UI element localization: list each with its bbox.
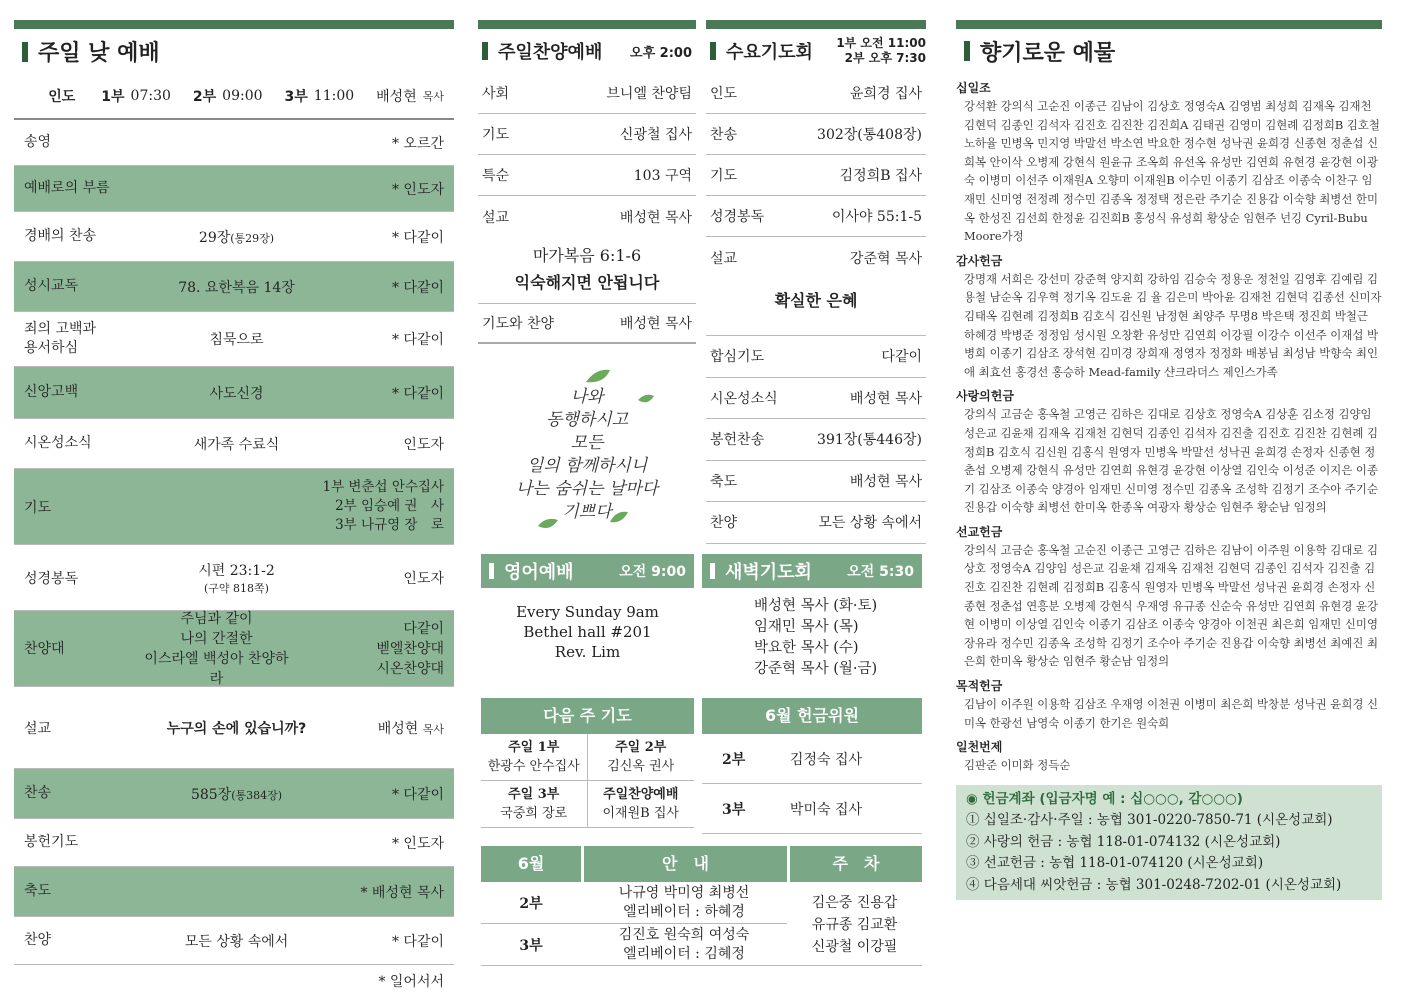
offering-names: 강명재 서희은 강선미 강준혁 양지희 강하임 김승숙 정용운 정천일 김영후 김예림 김용철 남순옥 김우혁 정기옥 김도윤 김 율 김은미 박아윤 김재천 김현덕 김종선 신미자 김태옥 김현례 김정희B 김호식 김신원 남정현 최양주 무명8 박은택 정진희 박철근 하혜경 박병준 정정임 성시원 오창환 유성만 김연희 이강필 이강수 이선주 이재섭 박병희 이종기 김삼조 장석현 김미경 장희재 정영자 정정화 배봉님 최성남 박향숙 최인애 최효선 홍경선 홍승하 Mead-family 샨크라더스 제인스가족	[964, 271, 1382, 379]
schedule-row: 찬양 모든 상황 속에서	[706, 502, 926, 544]
order-row: 예배로의 부름 * 인도자	[14, 166, 454, 212]
guide-table: 6월 안 내 주 차 2부 나규영 박미영 최병선 엘리베이터 : 하혜경 3부 김진호 원숙희 여성숙 엘리베이터 : 김혜정 김은중 진용갑 유규종 김교환 신광철 이강필	[481, 846, 922, 966]
offering-group-title: 일천번제	[956, 740, 1003, 755]
june-offering-committee: 6월 헌금위원 2부 김정숙 집사 3부 박미숙 집사	[702, 698, 922, 834]
praise-title: 주일찬양예배 오후 2:00	[478, 29, 696, 73]
schedule-row: 사회 브니엘 찬양팀	[478, 73, 696, 114]
offering-names: 김판준 이미화 정득순	[964, 758, 1071, 773]
order-row: 경배의 찬송 29장(통29장) * 다같이	[14, 212, 454, 262]
schedule-row: 설교 강준혁 목사	[710, 250, 922, 267]
schedule-row: 시온성소식 배성현 목사	[706, 378, 926, 420]
schedule-row: 기도 신광철 집사	[478, 114, 696, 155]
sermon-row: 설교 누구의 손에 있습니까? 배성현 목사	[14, 687, 454, 769]
reading-row: 성경봉독 시편 23:1-2 (구약 818쪽) 인도자	[14, 545, 454, 611]
title-marker-icon	[710, 42, 716, 60]
praise-worship-column: 주일찬양예배 오후 2:00 사회 브니엘 찬양팀 기도 신광철 집사 특순 103 구역 설교 배성현 목사 마가복음 6:1-6 익숙해지면 안됩니다 기도와 찬양 배성현 목사 나와 동행하시고 모든 일의 함께하시니 나는 숨쉬는 날마다 기쁘다	[478, 20, 696, 549]
offering-group-title: 목적헌금	[956, 679, 1003, 694]
offering-title: 향기로운 예물	[956, 29, 1382, 73]
order-row: 신앙고백 사도신경 * 다같이	[14, 367, 454, 419]
order-row: 시온성소식 새가족 수료식 인도자	[14, 419, 454, 469]
offering-names: 강석환 강의식 고순진 이종근 김남이 김상호 정영숙A 김영범 최성희 김재옥 김재천 김현덕 김종인 김석자 김진호 김진찬 김진희A 김태권 김영미 김현례 김정희B 김호철 노하율 민병옥 민지영 박말선 박소연 박요한 정수현 성낙권 윤희경 신종현 정춘섭 신희복 안이삭 오병제 강현식 원윤규 조옥희 유선옥 유성만 김연희 유현경 윤강현 이광숙 이병미 이선주 이재원A 오향미 이재원B 이수민 이종기 김삼조 이종숙 이찬구 임재민 신미영 전정례 정수민 김종옥 정정택 정은란 주기순 진용갑 이숙향 최병선 한미옥 한성진 김선희 한정윤 김진희B 홍성식 유성희 황상순 임현주 넌깅 Cyril-Bubu Moore가정	[964, 99, 1380, 244]
worship-order-list-2	[14, 769, 454, 965]
schedule-row: 찬송 302장(통408장)	[706, 114, 926, 155]
offering-names: 강의식 고금순 홍옥철 고순진 이종근 고영근 김하은 김남이 이주원 이용학 김대로 김상호 정영숙A 김양임 성은교 김윤채 김재옥 김재천 김현덕 김종인 김석자 김진출 김진호 김진찬 김현례 김정희B 김홍식 원영자 민병옥 박말선 성낙권 윤희경 손정자 신종현 정춘섭 연흥분 오병제 강현식 우재영 유규종 신순숙 유성만 김연희 유현경 윤강현 이병미 이상열 김인숙 이종기 김삼조 이종숙 양경아 이천권 최은희 임재민 신미영 장유라 정수민 김종옥 조성학 김정기 조수아 주기순 진용갑 이숙향 최병선 최예진 최은희 한미옥 황상순 임현주 황순남 임정의	[964, 542, 1378, 669]
offering-group-title: 감사헌금	[956, 253, 1003, 268]
english-worship: 영어예배 오전 9:00 Every Sunday 9am Bethel hall #201 Rev. Lim	[481, 554, 694, 662]
order-row: 축도 * 배성현 목사	[14, 867, 454, 917]
choir-row: 찬양대 주님과 같이 나의 간절한 이스라엘 백성아 찬양하라 다같이 벧엘찬양대 시온찬양대	[14, 611, 454, 687]
offering-names: 김남이 이주원 이용학 김삼조 우재영 이천권 이병미 최은희 박창분 성낙권 윤희경 신미옥 한광선 남영숙 이종기 한기은 원숙희	[964, 697, 1378, 730]
prayer-row: 기도 1부 변춘섭 안수집사 2부 임승예 권 사 3부 나규영 장 로	[14, 469, 454, 545]
schedule-row: 특순 103 구역	[478, 155, 696, 196]
calligraphy-image: 나와 동행하시고 모든 일의 함께하시니 나는 숨쉬는 날마다 기쁘다	[478, 344, 696, 549]
offering-names: 강의식 고금순 홍옥철 고영근 김하은 김대로 김상호 정영숙A 김상훈 김소정 김양임 성은교 김윤채 김재옥 김재천 김현덕 김종인 김석자 김진출 김진호 김진찬 김현례 김정희B 김호식 김신원 김홍식 원영자 민병옥 박말선 성낙권 윤희경 손정자 신종현 정춘섭 오병제 강현식 유성만 김연희 유현경 윤강현 이상열 김인숙 이성준 이지은 이종기 김삼조 이종숙 양경아 임재민 신미영 정수민 김종옥 조성학 김정기 조수아 주기순 진용갑 이숙향 최병선 한미옥 한종옥 여광자 황상순 임현주 황순남 임정의	[964, 407, 1378, 515]
title-marker-icon	[482, 42, 488, 60]
schedule-row: 축도 배성현 목사	[706, 461, 926, 503]
schedule-row: 봉헌찬송 391장(통446장)	[706, 419, 926, 461]
service-times: 인도 1부 07:30 2부 09:00 3부 11:00 배성현 목사	[14, 74, 454, 120]
wednesday-prayer-column: 수요기도회 1부 오전 11:00 2부 오후 7:30 인도 윤희경 집사 찬송 302장(통408장) 기도 김정희B 집사 성경봉독 이사야 55:1-5 설교 강준혁 목사 확실한 은혜 합심기도 다같이 시온성소식 배성현 목사 봉헌찬송 391장(통446장) 축도 배성현 목사 찬양 모든 상황 속에서	[706, 20, 926, 544]
footnote: * 일어서서	[378, 974, 444, 990]
sunday-worship-column	[14, 20, 454, 991]
prayer-list: 1부 변춘섭 안수집사 2부 임승예 권 사 3부 나규영 장 로	[322, 479, 444, 533]
header-bar	[14, 20, 454, 29]
order-row: 송영 * 오르간	[14, 120, 454, 166]
offering-column	[956, 20, 1382, 900]
order-row: 성시교독 78. 요한복음 14장 * 다같이	[14, 262, 454, 312]
section-title: 주일 낮 예배	[14, 29, 454, 74]
schedule-row: 성경봉독 이사야 55:1-5	[706, 196, 926, 237]
worship-order-list	[14, 120, 454, 469]
order-row: 죄의 고백과 용서하심 침묵으로 * 다같이	[14, 312, 454, 367]
schedule-row: 기도 김정희B 집사	[706, 155, 926, 196]
offering-accounts: ◉ 헌금계좌 (입금자명 예 : 십○○○, 감○○○) ① 십일조·감사·주일 : 농협 301-0220-7850-71 (시온성교회) ② 사랑의 헌금 : 농협 118-01-074132 (시온성교회) ③ 선교헌금 : 농협 118-01-074120 (시온성교회) ④ 다음세대 씨앗헌금 : 농협 301-0248-7202-01 (시온성교회)	[956, 785, 1382, 901]
dawn-prayer: 새벽기도회 오전 5:30 배성현 목사 (화·토) 임재민 목사 (목) 박요한 목사 (수) 강준혁 목사 (월·금)	[702, 554, 922, 680]
offering-group-title: 십일조	[956, 81, 991, 95]
offering-group-title: 사랑의헌금	[956, 389, 1014, 404]
offering-group-title: 선교헌금	[956, 524, 1003, 539]
order-row: 찬양 모든 상황 속에서 * 다같이	[14, 917, 454, 965]
next-week-prayer: 다음 주 기도 주일 1부 한광수 안수집사 주일 2부 김신옥 권사 주일 3부 국중희 장로 주일찬양예배 이재원B 집사	[481, 698, 694, 828]
schedule-row: 합심기도 다같이	[706, 336, 926, 378]
title-marker-icon	[964, 41, 970, 61]
schedule-row: 설교 배성현 목사	[482, 209, 692, 226]
wed-title: 수요기도회 1부 오전 11:00 2부 오후 7:30	[706, 29, 926, 73]
order-row: 찬송 585장(통384장) * 다같이	[14, 769, 454, 819]
title-marker-icon	[22, 42, 28, 62]
schedule-row: 인도 윤희경 집사	[706, 73, 926, 114]
order-row: 봉헌기도 * 인도자	[14, 819, 454, 867]
